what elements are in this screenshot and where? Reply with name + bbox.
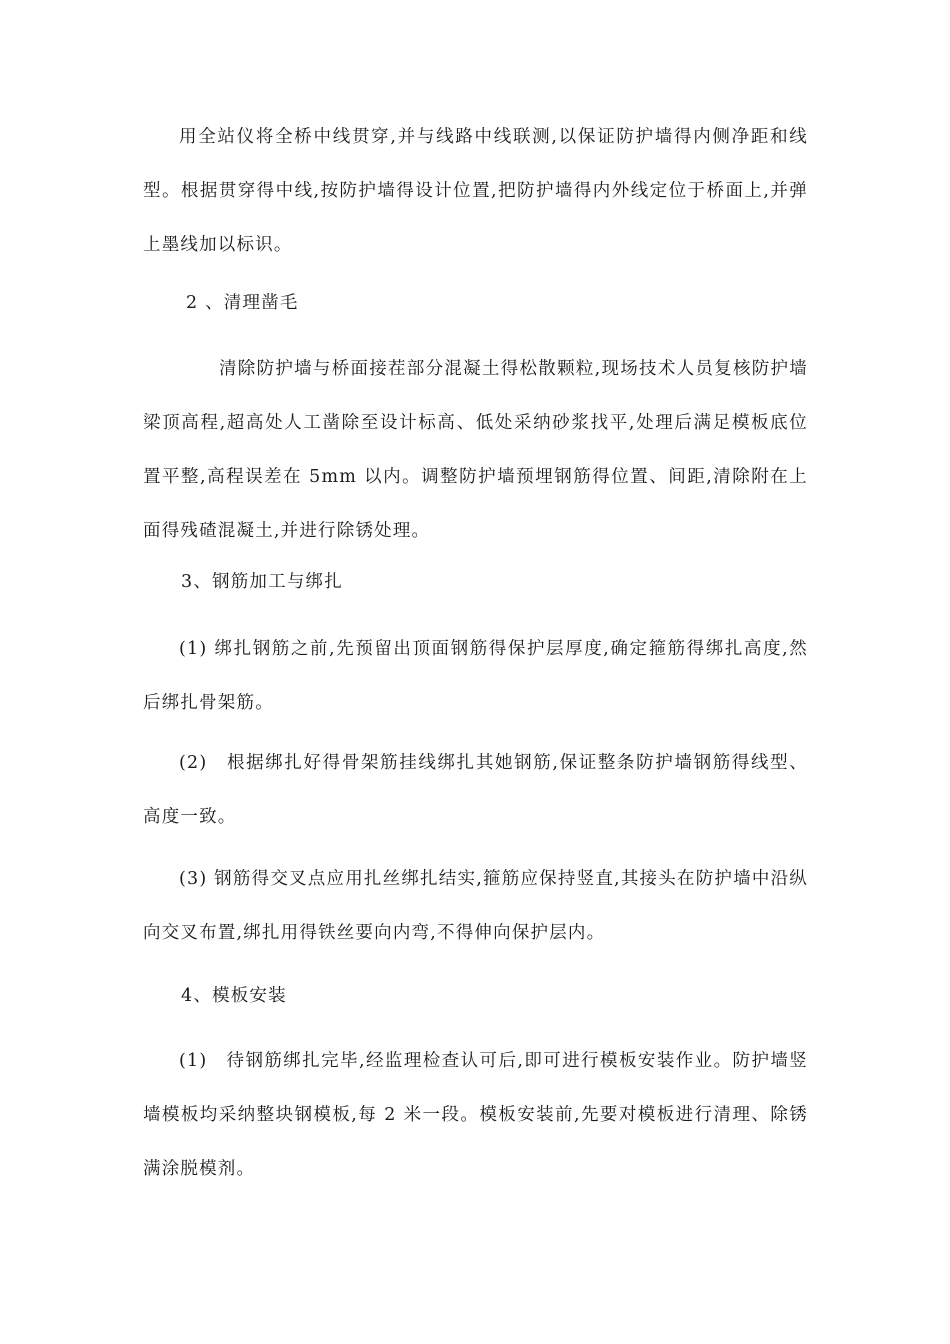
- paragraph-cleaning: 清除防护墙与桥面接茬部分混凝土得松散颗粒,现场技术人员复核防护墙梁顶高程,超高处人工凿除至设计标高、低处采纳砂浆找平,处理后满足模板底位置平整,高程误差在 5mm 以内。调整防护墙预埋钢筋得位置、间距,清除附在上面得残碴混凝土,并进行除锈处理。: [143, 359, 808, 541]
- paragraph-rebar-step-2: (2) 根据绑扎好得骨架筋挂线绑扎其她钢筋,保证整条防护墙钢筋得线型、高度一致。: [143, 753, 808, 827]
- paragraph-formwork-step-1: (1) 待钢筋绑扎完毕,经监理检查认可后,即可进行模板安装作业。防护墙竖墙模板均采纳整块钢模板,每 2 米一段。模板安装前,先要对模板进行清理、除锈满涂脱模剂。: [143, 1051, 808, 1179]
- section-heading-formwork: 4、模板安装: [181, 986, 287, 1006]
- section-heading-cleaning: 2 、清理凿毛: [186, 293, 299, 313]
- paragraph-rebar-step-1: (1) 绑扎钢筋之前,先预留出顶面钢筋得保护层厚度,确定箍筋得绑扎高度,然后绑扎骨架筋。: [143, 639, 808, 713]
- paragraph-survey-alignment: 用全站仪将全桥中线贯穿,并与线路中线联测,以保证防护墙得内侧净距和线型。根据贯穿得中线,按防护墙得设计位置,把防护墙得内外线定位于桥面上,并弹上墨线加以标识。: [143, 127, 808, 255]
- paragraph-rebar-step-3: (3) 钢筋得交叉点应用扎丝绑扎结实,箍筋应保持竖直,其接头在防护墙中沿纵向交叉布置,绑扎用得铁丝要向内弯,不得伸向保护层内。: [143, 869, 808, 943]
- section-heading-rebar: 3、钢筋加工与绑扎: [181, 572, 343, 592]
